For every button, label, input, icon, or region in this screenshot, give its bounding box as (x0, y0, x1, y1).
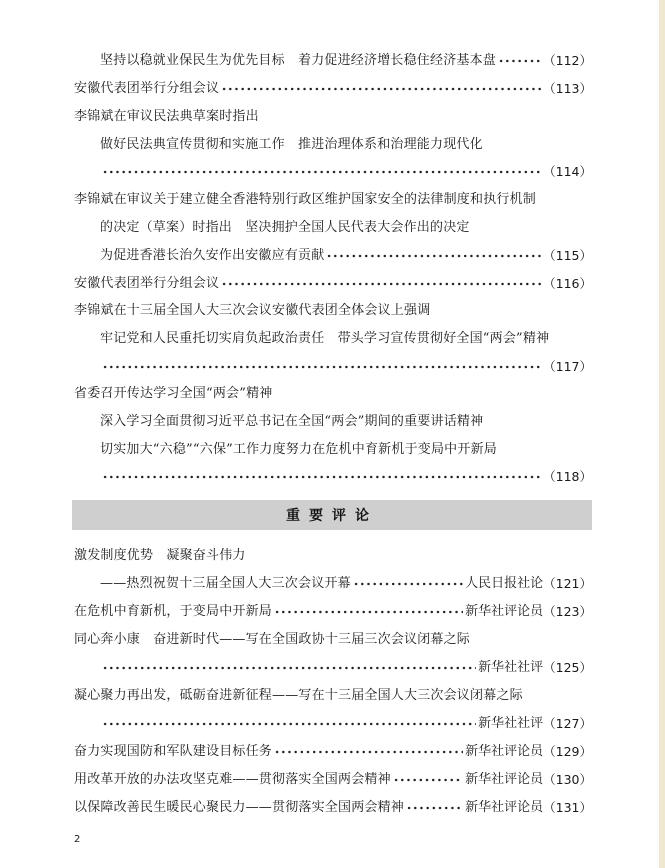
toc-entry-title: 牢记党和人民重托切实肩负起政治责任 带头学习宣传贯彻好全国“两会”精神 (100, 331, 550, 346)
toc-page-number: （130） (543, 772, 592, 787)
toc-entry-subtitle[interactable] (100, 412, 592, 432)
toc-entry-heading[interactable] (74, 384, 592, 404)
toc-source: 新华社评论员 (465, 604, 544, 619)
toc-page-number: （115） (543, 248, 592, 263)
toc-entry[interactable] (74, 79, 592, 99)
toc-source: 新华社社评 (478, 660, 544, 675)
toc-entry[interactable] (100, 51, 592, 71)
toc-page-number: （121） (543, 576, 592, 591)
leader-dots (221, 274, 541, 294)
toc-entry-title: 激发制度优势 凝聚奋斗伟力 (74, 548, 246, 563)
toc-entry-heading[interactable] (74, 301, 592, 321)
toc-entry[interactable] (74, 274, 592, 294)
toc-entry-title: 安徽代表团举行分组会议 (74, 81, 220, 96)
toc-page-number: （116） (543, 276, 592, 291)
leader-dots (353, 574, 463, 594)
toc-entry-title: 深入学习全面贯彻习近平总书记在全国“两会”期间的重要讲话精神 (100, 414, 484, 429)
toc-entry-heading[interactable] (74, 686, 592, 706)
toc-entry-heading[interactable] (74, 546, 592, 566)
toc-page-number: （114） (543, 164, 592, 179)
leader-dots (102, 357, 541, 377)
toc-page-number: （117） (543, 359, 592, 374)
toc-entry-heading[interactable] (74, 107, 592, 127)
toc-entry-title: 的决定（草案）时指出 坚决拥护全国人民代表大会作出的决定 (100, 220, 470, 235)
leader-dots (102, 714, 476, 734)
toc-entry-title: 坚持以稳就业保民生为优先目标 着力促进经济增长稳住经济基本盘 (100, 53, 497, 68)
toc-entry[interactable] (74, 602, 592, 622)
toc-source: 新华社评论员 (465, 800, 544, 815)
leader-dots (393, 770, 463, 790)
toc-entry-leader[interactable] (100, 467, 592, 487)
toc-entry[interactable] (74, 742, 592, 762)
toc-page-number: （127） (543, 716, 592, 731)
toc-entry-title: 李锦斌在审议关于建立健全香港特别行政区维护国家安全的法律制度和执行机制 (74, 192, 537, 207)
leader-dots (102, 162, 541, 182)
toc-entry-title: 凝心聚力再出发，砥砺奋进新征程——写在十三届全国人大三次会议闭幕之际 (74, 688, 523, 703)
page-number: 2 (74, 834, 81, 845)
toc-entry-title: 同心奔小康 奋进新时代——写在全国政协十三届三次会议闭幕之际 (74, 632, 471, 647)
toc-entry-leader[interactable] (100, 162, 592, 182)
toc-page-number: （125） (543, 660, 592, 675)
leader-dots (406, 798, 463, 818)
toc-entry-title: 安徽代表团举行分组会议 (74, 276, 220, 291)
toc-entry-subtitle[interactable] (100, 135, 592, 155)
toc-entry-title: 在危机中育新机，于变局中开新局 (74, 604, 273, 619)
leader-dots (102, 467, 541, 487)
toc-entry-title: 省委召开传达学习全国“两会”精神 (74, 386, 273, 401)
toc-entry-leader[interactable] (100, 658, 592, 678)
toc-entry-title: 李锦斌在十三届全国人大三次会议安徽代表团全体会议上强调 (74, 303, 431, 318)
toc-entry-subtitle[interactable] (100, 329, 592, 349)
toc-source: 新华社评论员 (465, 744, 544, 759)
toc-entry[interactable] (100, 246, 592, 266)
toc-page-number: （113） (543, 81, 592, 96)
toc-entry-leader[interactable] (100, 357, 592, 377)
section-title: 重要评论 (286, 508, 378, 524)
toc-page-number: （129） (543, 744, 592, 759)
toc-entry-heading[interactable] (74, 190, 592, 210)
leader-dots (326, 246, 541, 266)
leader-dots (498, 51, 541, 71)
toc-entry-heading[interactable] (74, 630, 592, 650)
toc-source: 新华社社评 (478, 716, 544, 731)
toc-page-number: （112） (543, 53, 592, 68)
toc-entry[interactable] (100, 574, 592, 594)
toc-entry-title: 奋力实现国防和军队建设目标任务 (74, 744, 273, 759)
toc-page-number: （118） (543, 469, 592, 484)
leader-dots (102, 658, 476, 678)
toc-entry-title: ——热烈祝贺十三届全国人大三次会议开幕 (100, 576, 351, 591)
toc-source: 新华社评论员 (465, 772, 544, 787)
toc-entry-subtitle[interactable] (100, 218, 592, 238)
toc-page-number: （123） (543, 604, 592, 619)
toc-entry-title: 以保障改善民生暖民心聚民力——贯彻落实全国两会精神 (74, 800, 405, 815)
section-header (72, 500, 592, 530)
leader-dots (274, 602, 463, 622)
toc-entry[interactable] (74, 798, 592, 818)
toc-entry[interactable] (74, 770, 592, 790)
toc-entry-title: 为促进香港长治久安作出安徽应有贡献 (100, 248, 325, 263)
toc-entry-leader[interactable] (100, 714, 592, 734)
leader-dots (221, 79, 541, 99)
toc-entry-title: 李锦斌在审议民法典草案时指出 (74, 109, 259, 124)
toc-entry-title: 用改革开放的办法攻坚克难——贯彻落实全国两会精神 (74, 772, 391, 787)
toc-entry-title: 做好民法典宣传贯彻和实施工作 推进治理体系和治理能力现代化 (100, 137, 483, 152)
toc-page-number: （131） (543, 800, 592, 815)
leader-dots (274, 742, 463, 762)
toc-entry-subtitle[interactable] (100, 440, 592, 460)
toc-entry-title: 切实加大“六稳”“六保”工作力度努力在危机中育新机于变局中开新局 (100, 442, 497, 457)
toc-source: 人民日报社论 (465, 576, 544, 591)
